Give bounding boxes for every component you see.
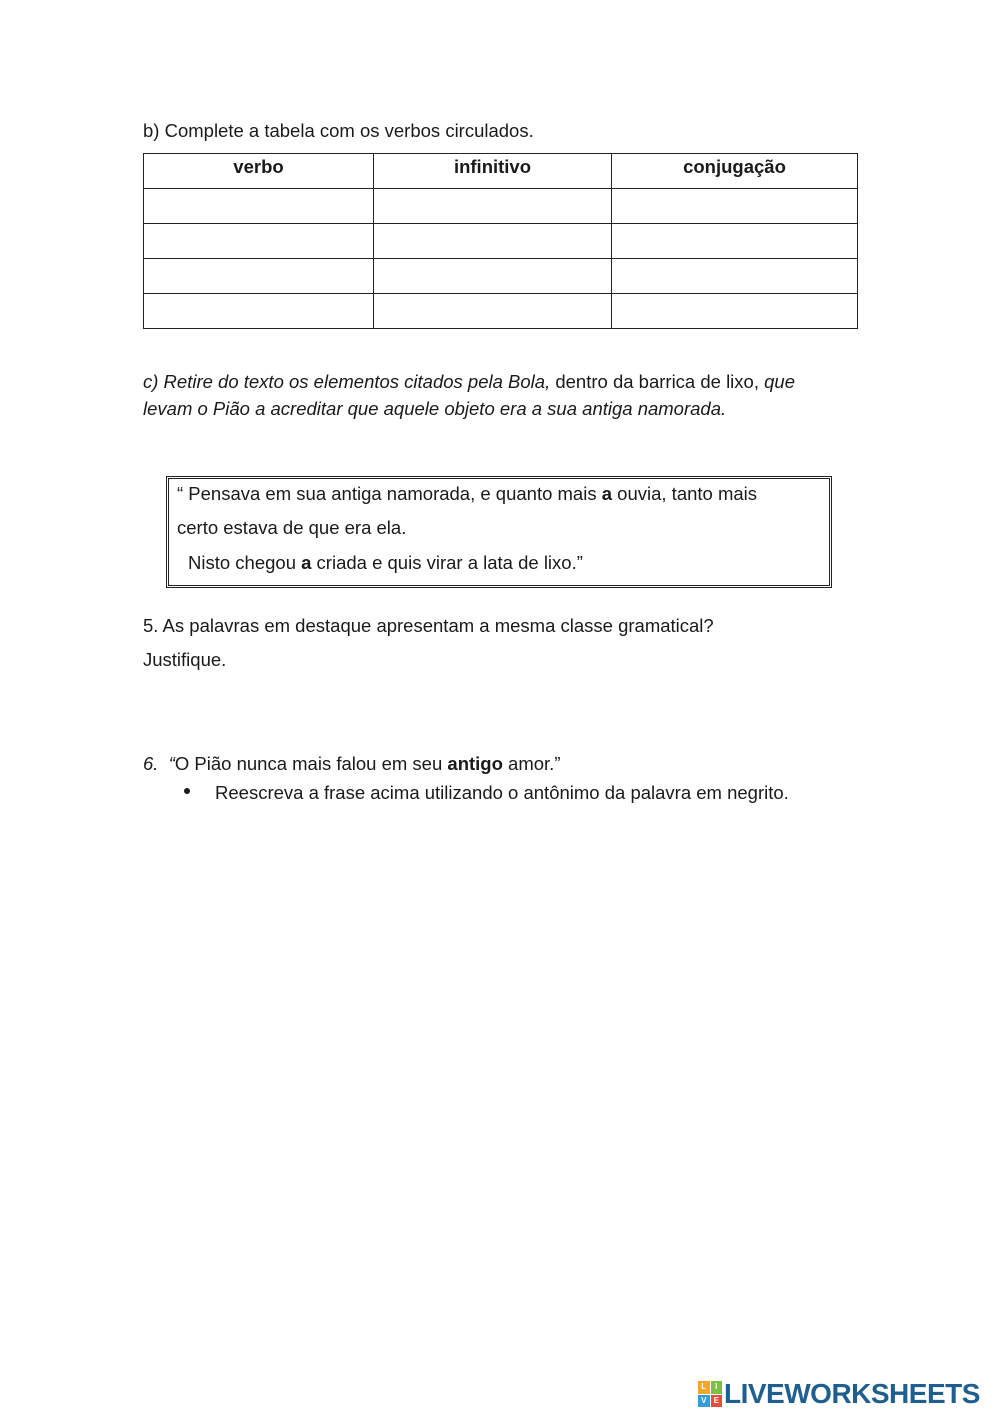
question-6-line bbox=[143, 751, 560, 777]
cell-infinitivo-2[interactable] bbox=[374, 224, 612, 259]
cell-infinitivo-1[interactable] bbox=[374, 189, 612, 224]
question-c-part1: c) Retire do texto os elementos citados pela Bola, bbox=[143, 371, 551, 392]
liveworksheets-logo bbox=[698, 1378, 980, 1410]
table-row bbox=[144, 294, 858, 329]
question-6-bold-word: antigo bbox=[447, 753, 503, 774]
infinitivo-input-4[interactable] bbox=[374, 294, 611, 328]
logo-icon-letter-e: E bbox=[711, 1395, 723, 1408]
infinitivo-input-1[interactable] bbox=[374, 189, 611, 223]
cell-infinitivo-4[interactable] bbox=[374, 294, 612, 329]
verbo-input-1[interactable] bbox=[144, 189, 373, 223]
header-conjugacao: conjugação bbox=[612, 154, 858, 189]
cell-verbo-1[interactable] bbox=[144, 189, 374, 224]
conjugacao-input-3[interactable] bbox=[612, 259, 857, 293]
quote-line-2: certo estava de que era ela. bbox=[177, 517, 407, 538]
bullet-icon bbox=[184, 788, 190, 794]
quote-line-1 bbox=[177, 481, 757, 507]
cell-conjugacao-3[interactable] bbox=[612, 259, 858, 294]
infinitivo-input-3[interactable] bbox=[374, 259, 611, 293]
question-c-line1 bbox=[143, 369, 795, 395]
liveworksheets-logo-icon bbox=[698, 1381, 722, 1407]
table-row bbox=[144, 189, 858, 224]
question-5-line1: 5. As palavras em destaque apresentam a mesma classe gramatical? bbox=[143, 615, 714, 636]
conjugacao-input-2[interactable] bbox=[612, 224, 857, 258]
quote-line-3 bbox=[188, 550, 583, 576]
cell-verbo-4[interactable] bbox=[144, 294, 374, 329]
question-6-number: 6. bbox=[143, 753, 159, 774]
verb-table bbox=[143, 153, 858, 329]
header-infinitivo: infinitivo bbox=[374, 154, 612, 189]
verbo-input-3[interactable] bbox=[144, 259, 373, 293]
cell-infinitivo-3[interactable] bbox=[374, 259, 612, 294]
question-6-bullet-text: Reescreva a frase acima utilizando o antônimo da palavra em negrito. bbox=[215, 782, 789, 803]
cell-conjugacao-2[interactable] bbox=[612, 224, 858, 259]
liveworksheets-logo-text: LIVEWORKSHEETS bbox=[724, 1378, 980, 1409]
verbo-input-4[interactable] bbox=[144, 294, 373, 328]
question-6-text-b: amor.” bbox=[502, 753, 561, 774]
question-c-part3: que bbox=[764, 371, 795, 392]
infinitivo-input-2[interactable] bbox=[374, 224, 611, 258]
cell-conjugacao-4[interactable] bbox=[612, 294, 858, 329]
quote-box bbox=[166, 476, 832, 588]
header-verbo: verbo bbox=[144, 154, 374, 189]
verbo-input-2[interactable] bbox=[144, 224, 373, 258]
question-6-text-a: O Pião nunca mais falou em seu bbox=[174, 753, 448, 774]
question-5-line2: Justifique. bbox=[143, 649, 227, 670]
quote-line3-b: criada e quis virar a lata de lixo.” bbox=[311, 552, 583, 573]
quote-line1-b: ouvia, tanto mais bbox=[612, 483, 758, 504]
quote-line1-bold: a bbox=[601, 483, 613, 504]
logo-icon-letter-i: I bbox=[711, 1381, 723, 1394]
quote-line1-a: “ Pensava em sua antiga namorada, e quanto mais bbox=[177, 483, 602, 504]
quote-line3-bold: a bbox=[301, 552, 312, 573]
conjugacao-input-1[interactable] bbox=[612, 189, 857, 223]
table-header-row bbox=[144, 154, 858, 189]
cell-verbo-2[interactable] bbox=[144, 224, 374, 259]
question-b-text: b) Complete a tabela com os verbos circulados. bbox=[143, 120, 534, 141]
logo-icon-letter-v: V bbox=[698, 1395, 710, 1408]
table-row bbox=[144, 224, 858, 259]
question-c-line2: levam o Pião a acreditar que aquele objeto era a sua antiga namorada. bbox=[143, 398, 727, 419]
quote-line3-a: Nisto chegou bbox=[188, 552, 302, 573]
cell-verbo-3[interactable] bbox=[144, 259, 374, 294]
question-6-open-quote: “ bbox=[168, 753, 175, 774]
cell-conjugacao-1[interactable] bbox=[612, 189, 858, 224]
question-c-part2: dentro da barrica de lixo, bbox=[550, 371, 765, 392]
logo-icon-letter-l: L bbox=[698, 1381, 710, 1394]
table-row bbox=[144, 259, 858, 294]
conjugacao-input-4[interactable] bbox=[612, 294, 857, 328]
